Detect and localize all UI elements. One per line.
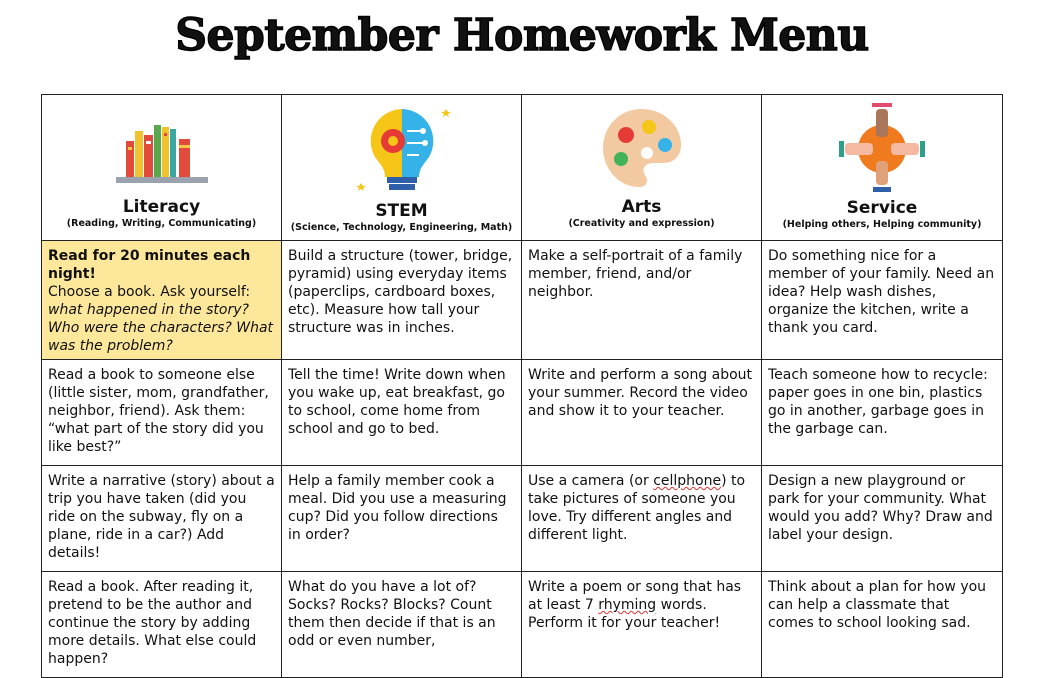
task-cell-service: Do something nice for a member of your family. Need an idea? Help wash dishes, organize the kitchen, write a thank you card. bbox=[762, 241, 1003, 360]
task-cell-literacy: Read a book. After reading it, pretend to be the author and continue the story by adding more details. What else could happen? bbox=[42, 572, 282, 678]
task-cell-service: Teach someone how to recycle: paper goes in one bin, plastics go in another, garbage goes in the garbage can. bbox=[762, 360, 1003, 466]
task-cell-arts bbox=[522, 466, 762, 572]
column-title: Literacy bbox=[122, 197, 201, 217]
task-cell-service: Think about a plan for how you can help a classmate that comes to school looking sad. bbox=[762, 572, 1003, 678]
task-cell-literacy: Write a narrative (story) about a trip you have taken (did you ride on the subway, fly on a plane, ride in a car?) Add details! bbox=[42, 466, 282, 572]
column-title: Service bbox=[846, 198, 918, 218]
homework-menu-table bbox=[41, 94, 1003, 678]
task-cell-literacy: Read a book to someone else (little sister, mom, grandfather, neighbor, friend). Ask them: “what part of the story did you like best?” bbox=[42, 360, 282, 466]
task-text: ) to take pictures of someone you love. Try different angles and different light. bbox=[528, 473, 746, 543]
task-cell-stem: What do you have a lot of? Socks? Rocks? Blocks? Count them then decide if that is an odd or even number, bbox=[282, 572, 522, 678]
header-row bbox=[42, 95, 1003, 241]
task-text: Write a poem or song that has at least 7 bbox=[528, 579, 742, 613]
header-arts bbox=[522, 95, 762, 241]
header-service bbox=[762, 95, 1003, 241]
table-row bbox=[42, 466, 1003, 572]
task-cell-stem: Tell the time! Write down when you wake up, eat breakfast, go to school, come home from school and go to bed. bbox=[282, 360, 522, 466]
task-emphasis: Read for 20 minutes each night! bbox=[48, 248, 251, 282]
task-text: Choose a book. Ask yourself: bbox=[48, 284, 251, 300]
column-subtitle: (Science, Technology, Engineering, Math) bbox=[290, 222, 513, 233]
column-title: STEM bbox=[375, 201, 428, 221]
task-cell-literacy bbox=[42, 241, 282, 360]
page-title: September Homework Menu bbox=[175, 10, 869, 61]
table-row bbox=[42, 360, 1003, 466]
paint-palette-icon bbox=[599, 105, 685, 191]
spellcheck-word: cellphone bbox=[653, 473, 722, 489]
joined-hands-icon bbox=[837, 103, 927, 193]
books-icon bbox=[116, 111, 208, 183]
task-cell-stem: Help a family member cook a meal. Did you use a measuring cup? Did you follow directions in order? bbox=[282, 466, 522, 572]
task-questions: what happened in the story? Who were the characters? What was the problem? bbox=[48, 302, 274, 354]
column-subtitle: (Creativity and expression) bbox=[568, 218, 715, 229]
spellcheck-word: rhyming bbox=[598, 597, 657, 613]
task-cell-service: Design a new playground or park for your community. What would you add? Why? Draw and label your design. bbox=[762, 466, 1003, 572]
header-literacy bbox=[42, 95, 282, 241]
task-cell-arts bbox=[522, 572, 762, 678]
task-cell-arts: Make a self-portrait of a family member, friend, and/or neighbor. bbox=[522, 241, 762, 360]
table-row bbox=[42, 241, 1003, 360]
column-subtitle: (Helping others, Helping community) bbox=[782, 219, 982, 230]
table-row bbox=[42, 572, 1003, 678]
lightbulb-gear-icon bbox=[347, 103, 457, 195]
task-cell-arts: Write and perform a song about your summer. Record the video and show it to your teacher. bbox=[522, 360, 762, 466]
column-subtitle: (Reading, Writing, Communicating) bbox=[66, 218, 257, 229]
header-stem bbox=[282, 95, 522, 241]
column-title: Arts bbox=[621, 197, 662, 217]
task-text: Use a camera (or bbox=[528, 473, 654, 489]
task-cell-stem: Build a structure (tower, bridge, pyramid) using everyday items (paperclips, cardboard boxes, etc). Measure how tall your structure was in inches. bbox=[282, 241, 522, 360]
task-text: words. Perform it for your teacher! bbox=[528, 597, 721, 631]
